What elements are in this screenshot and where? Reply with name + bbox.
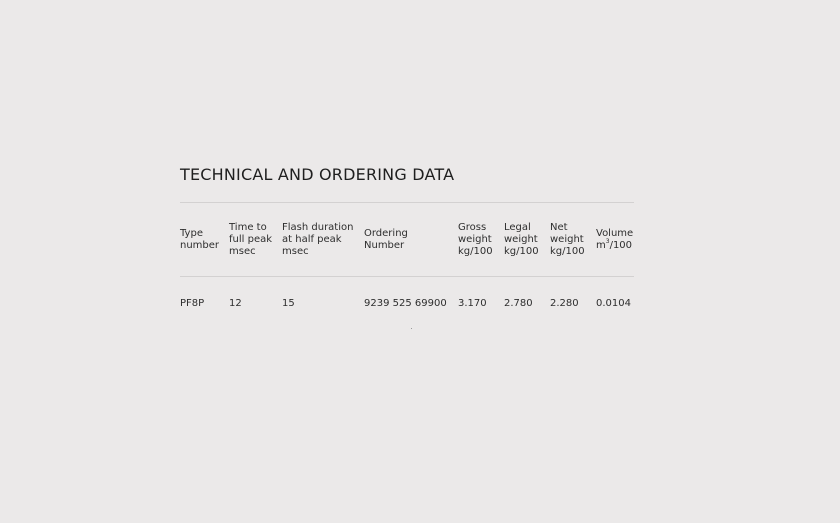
technical-data-section	[180, 164, 634, 329]
cell-ordering-number: 9239 525 69900	[364, 297, 447, 309]
column-header-gross-weight: Gross weight kg/100	[458, 203, 504, 277]
column-header-volume	[596, 203, 634, 277]
column-header-type: Type number	[180, 203, 229, 277]
column-header-flash-duration: Flash duration at half peak msec	[282, 203, 364, 277]
table-row	[180, 277, 634, 330]
cell-time-to-peak: 12	[229, 297, 242, 309]
volume-unit-exponent: 3	[605, 237, 610, 245]
cell-net-weight: 2.280	[550, 297, 579, 309]
cell-type: PF8P	[180, 297, 205, 309]
table-header-row	[180, 203, 634, 277]
technical-data-table	[180, 203, 634, 329]
volume-unit-prefix: m	[596, 239, 606, 251]
volume-unit-suffix: /100	[609, 239, 633, 251]
cell-gross-weight: 3.170	[458, 297, 487, 309]
column-header-legal-weight: Legal weight kg/100	[504, 203, 550, 277]
stray-dot	[411, 328, 412, 329]
cell-flash-duration: 15	[282, 297, 295, 309]
column-header-net-weight: Net weight kg/100	[550, 203, 596, 277]
section-title: TECHNICAL AND ORDERING DATA	[180, 165, 455, 184]
cell-legal-weight: 2.780	[504, 297, 533, 309]
column-header-time-to-peak: Time to full peak msec	[229, 203, 282, 277]
volume-label: Volume	[596, 227, 634, 239]
column-header-ordering-number: Ordering Number	[364, 203, 458, 277]
cell-volume: 0.0104	[596, 297, 631, 309]
